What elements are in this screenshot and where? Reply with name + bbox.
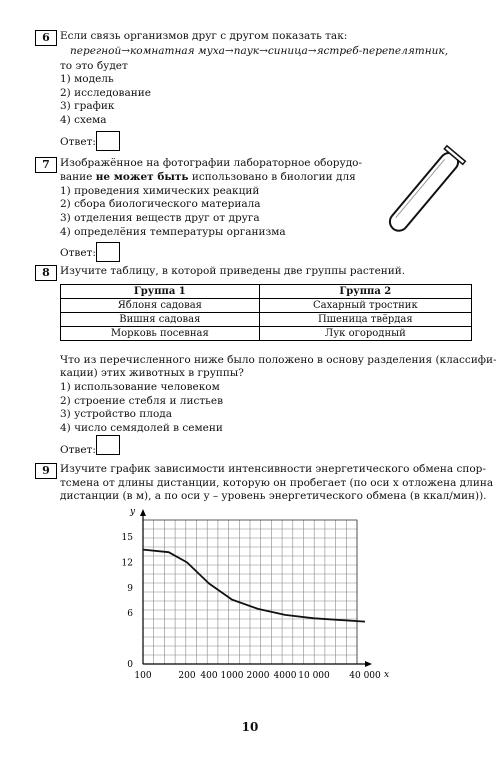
x-tick-label: 1000 [220,671,244,681]
y-tick-label: 9 [127,583,133,594]
x-tick-label: 4000 [273,671,297,681]
x-tick-label: 2000 [246,671,270,681]
y-tick-label: 0 [127,660,133,670]
q6-lead: то это будет [60,60,128,72]
table-header-group-1: Группа 1 [61,285,260,299]
q7-option-4: 4) определёния температуры организма [60,226,286,238]
q7-line-1: Изображённое на фотографии лабораторное оборудо- [60,157,363,169]
energy-curve-line [143,550,365,622]
q9-line-1: Изучите график зависимости интенсивности энергетического обмена спор- [60,463,486,475]
x-tick-label: 10 000 [298,671,330,681]
y-axis-label: y [130,507,136,517]
question-number-6: 6 [35,30,57,46]
q7-answer-label: Ответ: [60,247,96,259]
q8-prompt: Изучите таблицу, в которой приведены две группы растений. [60,265,406,277]
table-cell: Морковь посевная [61,327,260,341]
x-axis-arrow [365,661,372,667]
q8-option-4: 4) число семядолей в семени [60,422,223,434]
q8-answer-label: Ответ: [60,444,96,456]
table-cell: Сахарный тростник [259,299,471,313]
q6-option-3: 3) график [60,100,115,112]
x-tick-label: 200 [178,671,196,681]
table-cell: Лук огородный [259,327,471,341]
q6-food-chain: перегной→комнатная муха→паук→синица→ястреб-перепелятник, [70,45,449,57]
q6-option-2: 2) исследование [60,87,151,99]
q8-question-line-1: Что из перечисленного ниже было положено в основу разделения (классифи- [60,354,497,366]
q7-option-2: 2) сбора биологического материала [60,198,261,210]
q8-question-line-2: кации) этих животных в группы? [60,367,244,379]
y-tick-label: 15 [121,532,133,543]
q7-option-1: 1) проведения химических реакций [60,185,260,197]
q7-line-2-end: использовано в биологии для [188,171,356,183]
q6-prompt: Если связь организмов друг с другом показать так: [60,30,348,42]
table-cell: Пшеница твёрдая [259,313,471,327]
question-number-9: 9 [35,463,57,479]
q6-option-4: 4) схема [60,114,107,126]
y-tick-label: 12 [121,558,133,569]
q9-line-3: дистанции (в м), а по оси y – уровень энергетического обмена (в ккал/мин)). [60,490,487,502]
table-cell: Яблоня садовая [61,299,260,313]
x-tick-label: 100 [134,671,152,681]
x-axis-label: x [384,670,390,680]
x-tick-label: 40 000 [349,671,381,681]
q6-option-1: 1) модель [60,73,114,85]
q8-option-3: 3) устройство плода [60,408,172,420]
table-header-group-2: Группа 2 [259,285,471,299]
q8-option-1: 1) использование человеком [60,381,220,393]
q8-option-2: 2) строение стебля и листьев [60,395,224,407]
question-number-7: 7 [35,157,57,173]
q7-emphasis: не может быть [95,171,189,183]
y-tick-label: 6 [127,609,133,620]
x-tick-label: 400 [200,671,218,681]
y-axis-arrow [140,509,146,516]
q9-line-2: тсмена от длины дистанции, которую он пробегает (по оси x отложена длина [60,477,494,489]
table-cell: Вишня садовая [61,313,260,327]
q6-answer-label: Ответ: [60,136,96,148]
q7-line-2-start: вание [60,171,96,183]
q7-option-3: 3) отделения веществ друг от друга [60,212,260,224]
page-number: 10 [241,720,259,734]
question-number-8: 8 [35,265,57,281]
